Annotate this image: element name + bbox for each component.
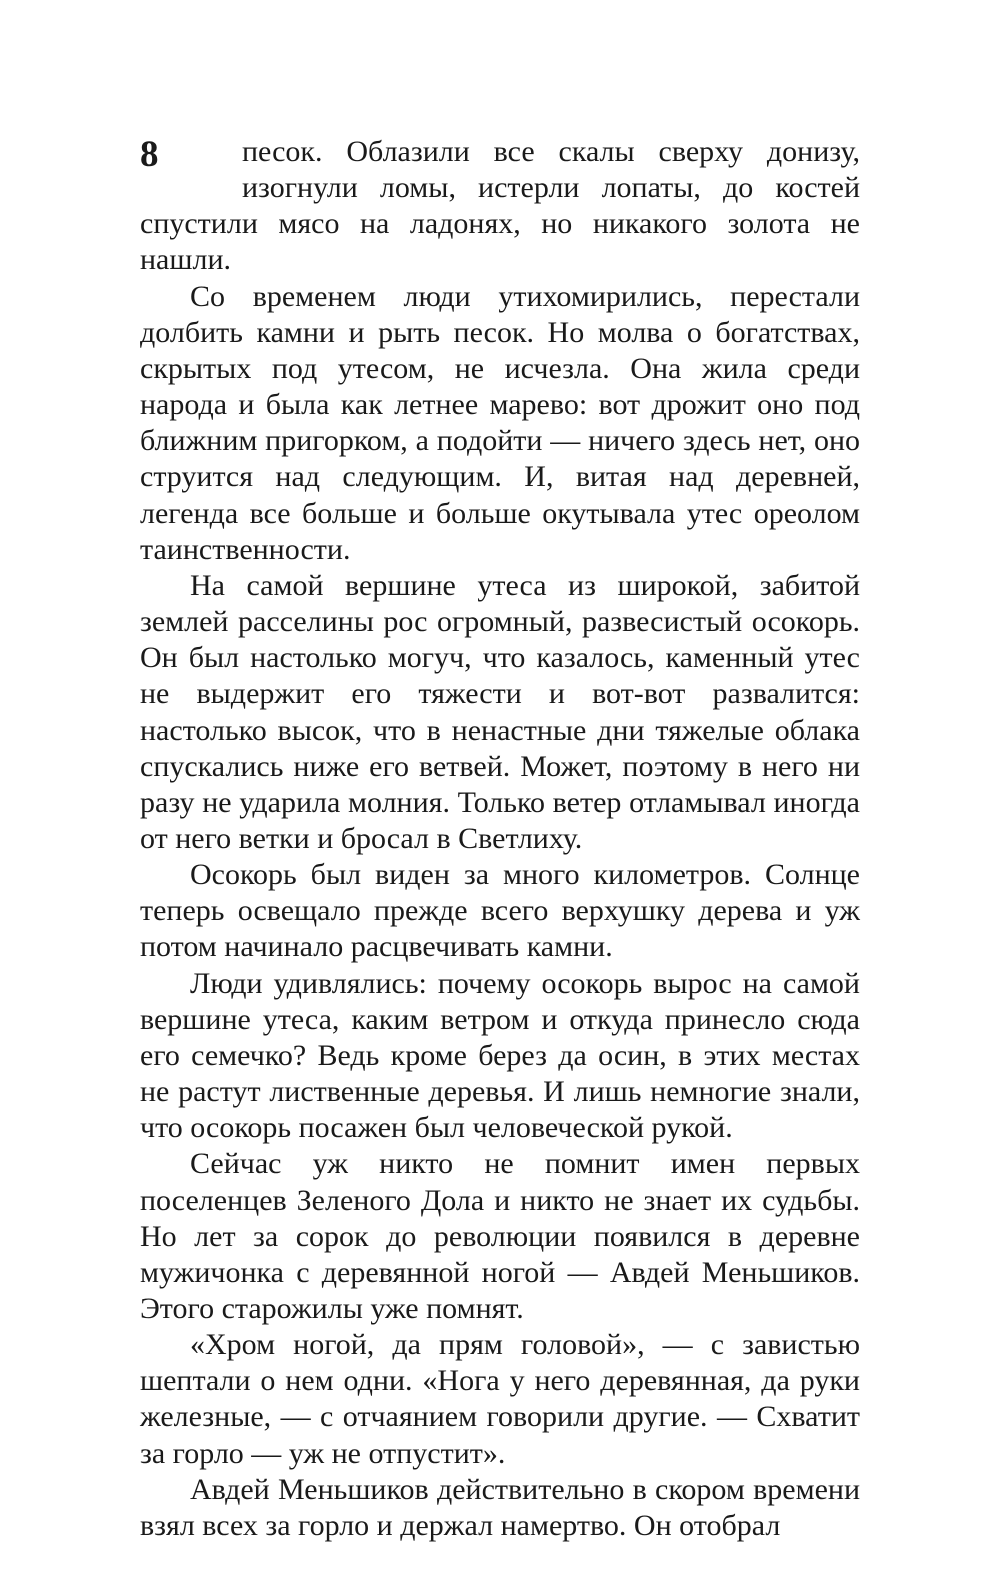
paragraph: «Хром ногой, да прям головой», — с завистью шептали о нем одни. «Нога у него деревянная, да руки железные, — с отчаянием говорили другие. — Схватит за горло — уж не отпустит». xyxy=(140,1328,860,1470)
paragraph: На самой вершине утеса из широкой, забитой землей расселины рос огромный, развесистый осокорь. Он был настолько могуч, что казалось, каменный утес не выдержит его тяжести и вот-вот развалится: настолько высок, что в ненастные дни тяжелые облака спускались ниже его ветвей. Может, поэтому в него ни разу не ударила молния. Только ветер отламывал иногда от него ветки и бросал в Светлиху. xyxy=(140,568,860,855)
paragraph: Авдей Меньшиков действительно в скором времени взял всех за горло и держал намертво. Он отобрал xyxy=(140,1472,860,1542)
body-text xyxy=(140,134,860,1544)
page-number: 8 xyxy=(140,134,159,175)
paragraph: Люди удивлялись: почему осокорь вырос на самой вершине утеса, каким ветром и откуда принесло сюда его семечко? Ведь кроме берез да осин, в этих местах не растут лиственные деревья. И лишь немногие знали, что осокорь посажен был человеческой рукой. xyxy=(140,966,860,1145)
paragraph: Со временем люди утихомирились, перестали долбить камни и рыть песок. Но молва о богатствах, скрытых под утесом, не исчезла. Она жила среди народа и была как летнее марево: вот дрожит оно под ближним пригорком, а подойти — ничего здесь нет, оно струится над следующим. И, витая над деревней, легенда все больше и больше окутывала утес ореолом таинственности. xyxy=(140,279,860,566)
paragraph: Осокорь был виден за много километров. Солнце теперь освещало прежде всего верхушку дерева и уж потом начинало расцвечивать камни. xyxy=(140,858,860,964)
paragraph: песок. Облазили все скалы сверху донизу, изогнули ломы, истерли лопаты, до костей спустили мясо на ладонях, но никакого золота не нашли. xyxy=(140,135,860,277)
paragraph: Сейчас уж никто не помнит имен первых поселенцев Зеленого Дола и никто не знает их судьбы. Но лет за сорок до революции появился в деревне мужичонка с деревянной ногой — Авдей Меньшиков. Этого старожилы уже помнят. xyxy=(140,1147,860,1325)
